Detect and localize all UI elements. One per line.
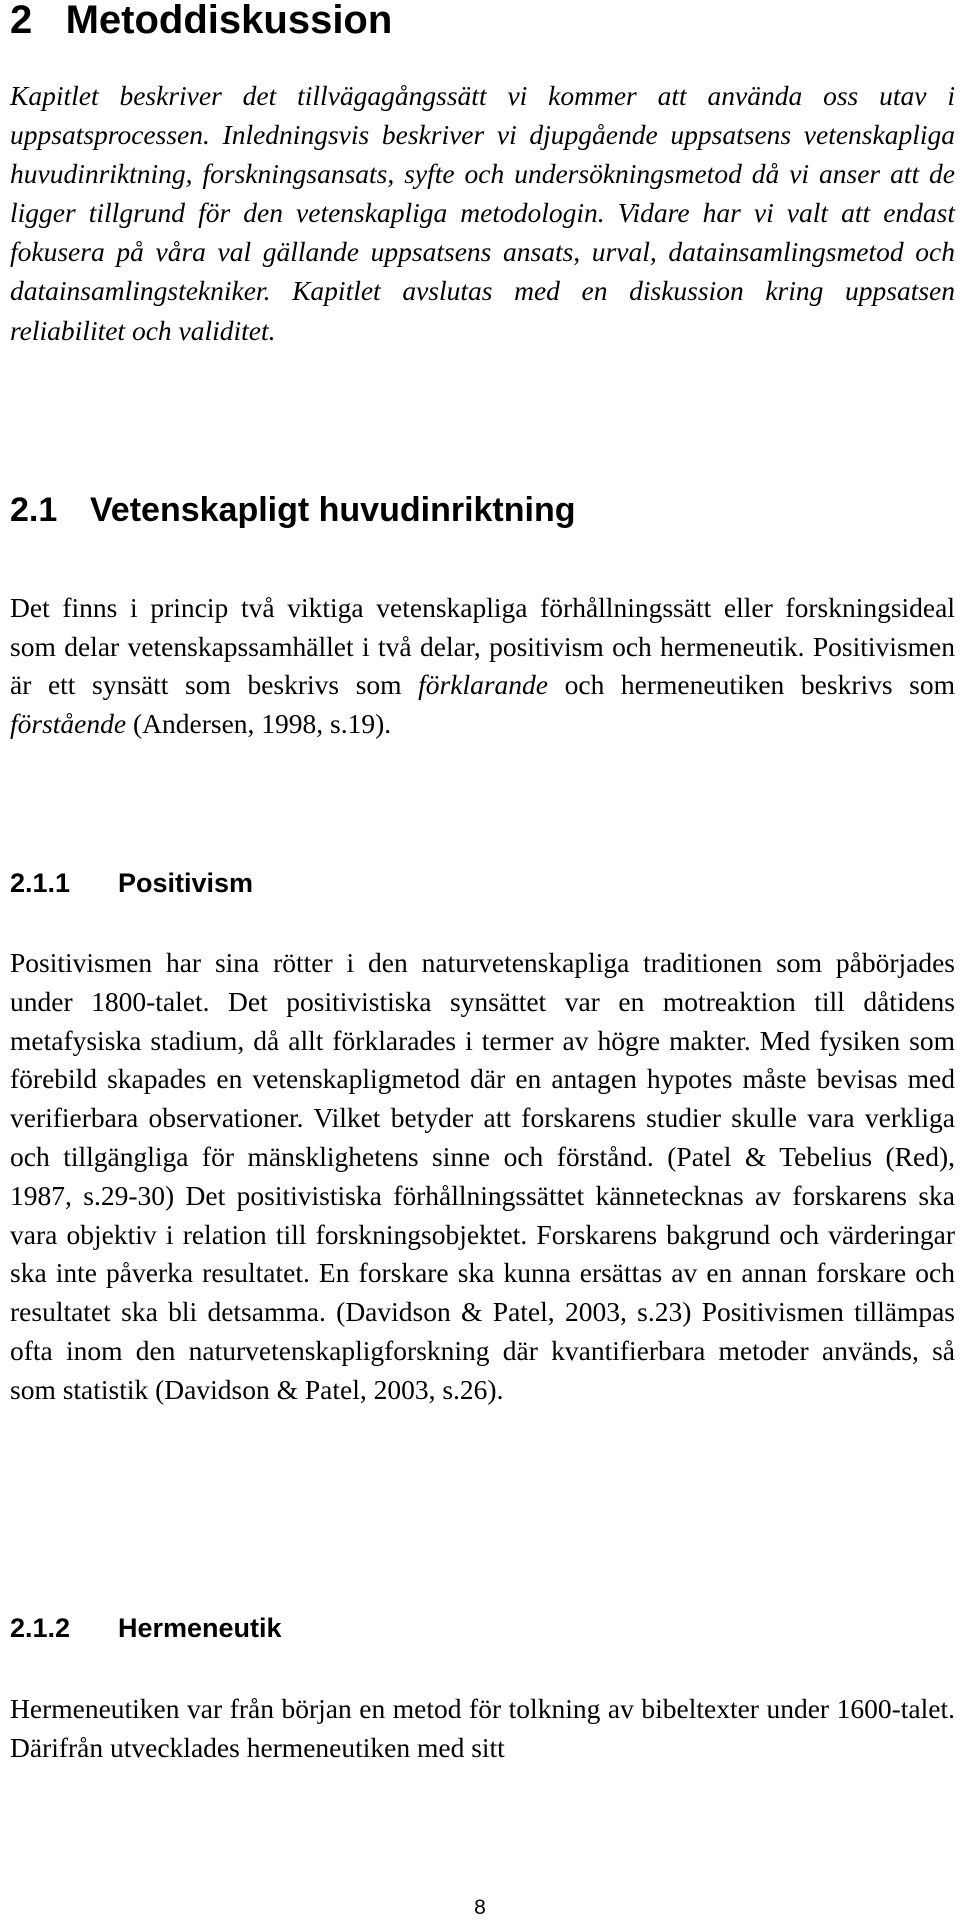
section-2-1-2-paragraph: Hermeneutiken var från början en metod för tolkning av bibeltexter under 1600-talet. Därifrån utvecklades hermeneutiken med sitt <box>10 1693 955 1763</box>
section-title: Hermeneutik <box>118 1613 282 1643</box>
chapter-heading <box>10 0 392 40</box>
chapter-intro-paragraph: Kapitlet beskriver det tillvägagångssätt vi kommer att använda oss utav i uppsatsprocessen. Inledningsvis beskriver vi djupgående uppsatsens vetenskapliga huvudinriktning, forskningsansats, syfte och undersökningsmetod då vi anser att de ligger tillgrund för den vetenskapliga metodologin. Vidare har vi valt att endast fokusera på våra val gällande uppsatsens ansats, urval, datainsamlingsmetod och datainsamlingstekniker. Kapitlet avslutas med en diskussion kring uppsatsen reliabilitet och validitet. <box>10 80 955 346</box>
section-2-1-1-paragraph: Positivismen har sina rötter i den naturvetenskapliga traditionen som påbörjades under 1800-talet. Det positivistiska synsättet var en motreaktion till dåtidens metafysiska stadium, då allt förklarades i termer av högre makter. Med fysiken som förebild skapades en vetenskapligmetod där en antagen hypotes måste bevisas med verifierbara observationer. Vilket betyder att forskarens studier skulle vara verkliga och tillgängliga för mänsklighetens sinne och förstånd. (Patel & Tebelius (Red), 1987, s.29-30) Det positivistiska förhållningssättet kännetecknas av forskarens ska vara objektiv i relation till forskningsobjektet. Forskarens bakgrund och värderingar ska inte påverka resultatet. En forskare ska kunna ersättas av en annan forskare och resultatet ska bli detsamma. (Davidson & Patel, 2003, s.23) Positivismen tillämpas ofta inom den naturvetenskapligforskning där kvantifierbara metoder används, så som statistik (Davidson & Patel, 2003, s.26). <box>10 947 955 1405</box>
section-2-1-paragraph <box>10 589 955 743</box>
emphasis-term: förstående <box>10 707 127 739</box>
page-number: 8 <box>474 1896 486 1919</box>
section-number: 2.1.1 <box>10 868 71 898</box>
section-title: Positivism <box>118 868 254 898</box>
emphasis-term: förklarande <box>418 669 549 701</box>
paragraph-text: Det finns i princip två viktiga vetenskapliga förhållningssätt eller forskningsideal som delar vetenskapssamhället i två delar, positivism och hermeneutik. Positivismen är ett synsätt som beskrivs som <box>10 592 955 701</box>
paragraph-text: och hermeneutiken beskrivs som <box>548 669 955 701</box>
chapter-title: Metoddiskussion <box>65 0 393 42</box>
section-heading-2-1-1 <box>10 868 253 899</box>
section-number: 2.1 <box>10 491 58 529</box>
chapter-number: 2 <box>10 0 33 42</box>
section-heading-2-1 <box>10 491 576 530</box>
section-number: 2.1.2 <box>10 1613 71 1643</box>
paragraph-text: (Andersen, 1998, s.19). <box>126 707 392 739</box>
section-title: Vetenskapligt huvudinriktning <box>90 491 576 529</box>
section-heading-2-1-2 <box>10 1613 282 1644</box>
